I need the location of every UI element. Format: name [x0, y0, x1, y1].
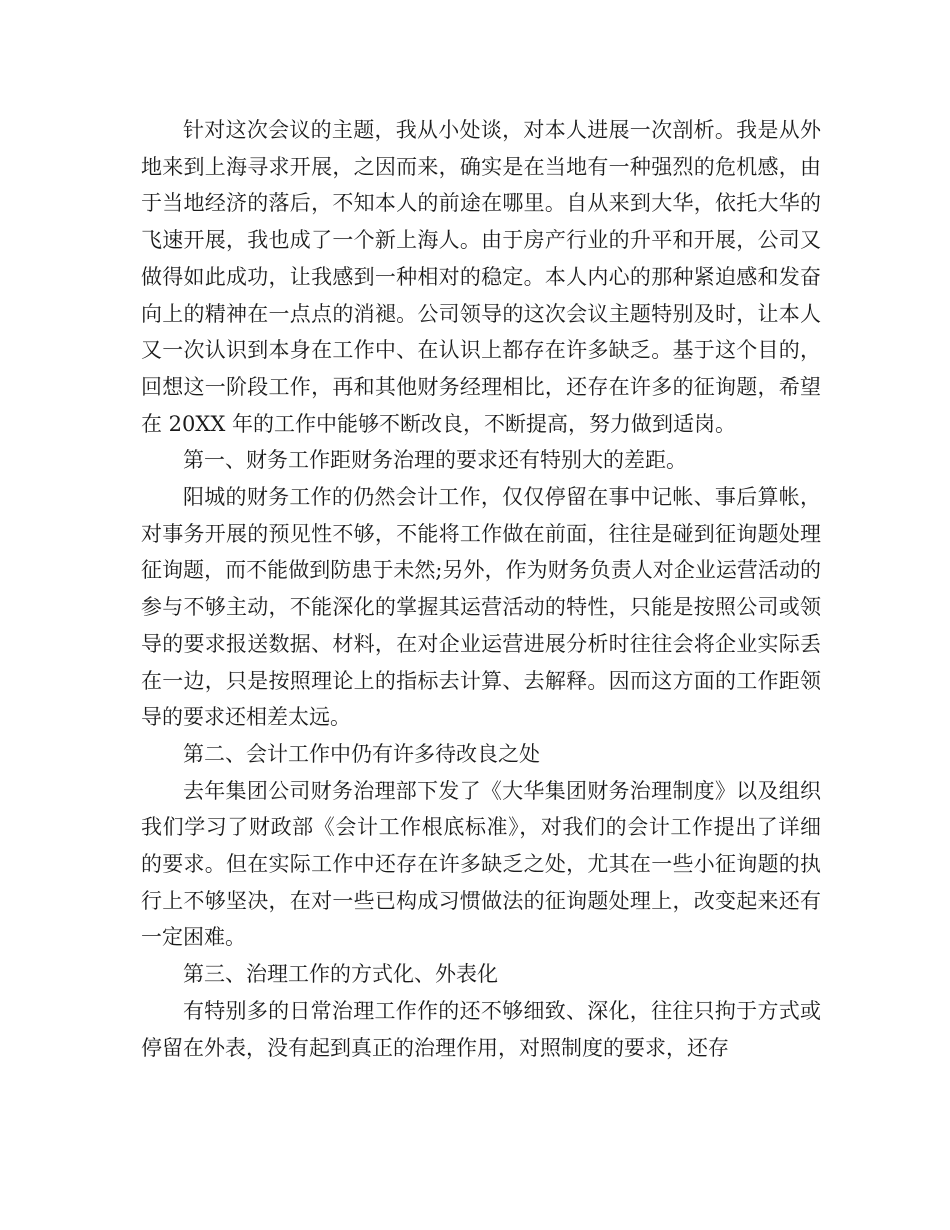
paragraph-second-point: 去年集团公司财务治理部下发了《大华集团财务治理制度》以及组织我们学习了财政部《会计工作根底标准》，对我们的会计工作提出了详细的要求。但在实际工作中还存在许多缺乏之处，尤其在一些小征询题的执行上不够坚决，在对一些已构成习惯做法的征询题处理上，改变起来还有一定困难。 — [141, 778, 821, 950]
paragraph-intro: 针对这次会议的主题，我从小处谈，对本人进展一次剖析。我是从外地来到上海寻求开展，之因而来，确实是在当地有一种强烈的危机感，由于当地经济的落后，不知本人的前途在哪里。自从来到大华，依托大华的飞速开展，我也成了一个新上海人。由于房产行业的升平和开展，公司又做得如此成功，让我感到一种相对的稳定。本人内心的那种紧迫感和发奋向上的精神在一点点的消褪。公司领导的这次会议主题特别及时，让本人又一次认识到本身在工作中、在认识上都存在许多缺乏。基于这个目的，回想这一阶段工作，再和其他财务经理相比，还存在许多的征询题，希望在 20XX 年的工作中能够不断改良，不断提高，努力做到适岗。 — [141, 118, 821, 436]
document-body — [141, 112, 821, 1066]
heading-second-point: 第二、会计工作中仍有许多待改良之处 — [183, 741, 540, 766]
heading-third-point: 第三、治理工作的方式化、外表化 — [183, 962, 498, 987]
paragraph-third-point: 有特别多的日常治理工作作的还不够细致、深化，往往只拘于方式或停留在外表，没有起到真正的治理作用，对照制度的要求，还存 — [141, 998, 821, 1060]
paragraph-first-point: 阳城的财务工作的仍然会计工作，仅仅停留在事中记帐、事后算帐，对事务开展的预见性不够，不能将工作做在前面，往往是碰到征询题处理征询题，而不能做到防患于未然;另外，作为财务负责人对企业运营活动的参与不够主动，不能深化的掌握其运营活动的特性，只能是按照公司或领导的要求报送数据、材料，在对企业运营进展分析时往往会将企业实际丢在一边，只是按照理论上的指标去计算、去解释。因而这方面的工作距领导的要求还相差太远。 — [141, 485, 821, 730]
heading-first-point: 第一、财务工作距财务治理的要求还有特别大的差距。 — [183, 448, 687, 473]
